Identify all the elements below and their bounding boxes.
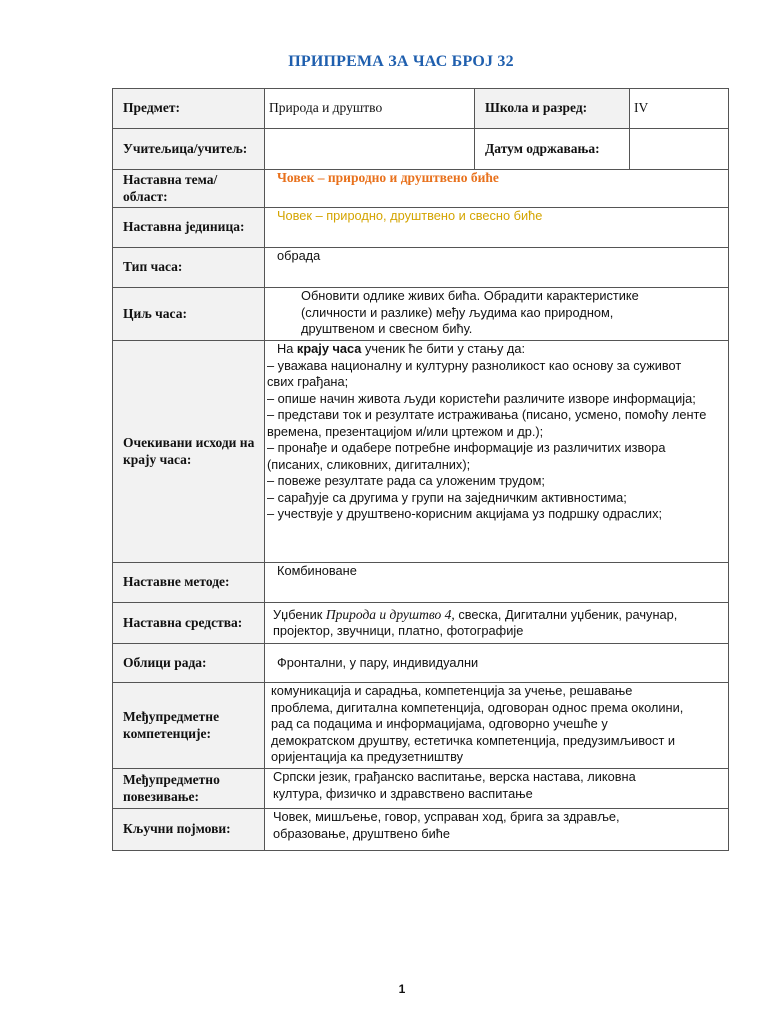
topic-label: Наставна тема/област: <box>113 170 265 208</box>
teacher-value <box>265 129 475 170</box>
correlation-label: Међупредметно повезивање: <box>113 769 265 809</box>
row-key-terms <box>113 809 729 851</box>
row-teacher <box>113 129 729 170</box>
page-title: ПРИПРЕМА ЗА ЧАС БРОЈ 32 <box>288 53 514 70</box>
row-outcomes <box>113 341 729 563</box>
row-correlation <box>113 769 729 809</box>
key-terms-value: Човек, мишљење, говор, усправан ход, брига за здравље, образовање, друштвено биће <box>265 809 729 851</box>
work-forms-value: Фронтални, у пару, индивидуални <box>265 644 729 683</box>
topic-value: Човек – природно и друштвено биће <box>265 170 729 208</box>
work-forms-label: Облици рада: <box>113 644 265 683</box>
competences-value: комуникација и сарадња, компетенција за учење, решавање проблема, дигитална компетенција, одговоран однос према околини, рад са подацима и информацијама, одговорно учешће у демократском друштву, естетичка компетенција, предузимљивост и оријентација ка предузетништву <box>265 683 729 769</box>
outcome-item: – уважава националну и културну разноликост као основу за суживот свих грађана; <box>267 357 682 389</box>
subject-value: Природа и друштво <box>265 89 475 129</box>
row-methods <box>113 563 729 603</box>
outcomes-value <box>265 341 729 563</box>
school-value: IV <box>630 89 729 129</box>
teacher-label: Учитељица/учитељ: <box>113 129 265 170</box>
unit-value: Човек – природно, друштвено и свесно биће <box>265 208 729 248</box>
subject-label: Предмет: <box>113 89 265 129</box>
lesson-type-value: обрада <box>265 248 729 288</box>
date-label: Датум одржавања: <box>475 129 630 170</box>
row-competences <box>113 683 729 769</box>
outcome-item: – представи ток и резултате истраживања (писано, усмено, помоћу ленте времена, презентацијом и/или цртежом и др.); <box>267 407 707 439</box>
outcome-item: – пронађе и одабере потребне информације из различитих извора (писаних, сликовних, дигиталних); <box>267 440 666 472</box>
correlation-value: Српски језик, грађанско васпитање, верска настава, ликовна култура, физичко и здравствено васпитање <box>265 769 729 809</box>
goal-value: Обновити одлике живих бића. Обрадити карактеристике (сличности и разлике) међу људима као природном, друштвеном и свесном бићу. <box>265 288 729 341</box>
row-subject <box>113 89 729 129</box>
outcomes-intro: На крају часа ученик ће бити у стању да: <box>277 341 526 356</box>
goal-label: Циљ часа: <box>113 288 265 341</box>
outcomes-label: Очекивани исходи на крају часа: <box>113 341 265 563</box>
row-unit <box>113 208 729 248</box>
date-value <box>630 129 729 170</box>
key-terms-label: Кључни појмови: <box>113 809 265 851</box>
methods-label: Наставне методе: <box>113 563 265 603</box>
materials-label: Наставна средства: <box>113 603 265 644</box>
page-number: 1 <box>398 982 406 996</box>
row-goal <box>113 288 729 341</box>
lesson-plan-table <box>112 88 729 851</box>
methods-value: Комбиноване <box>265 563 729 603</box>
row-materials <box>113 603 729 644</box>
competences-label: Међупредметне компетенције: <box>113 683 265 769</box>
outcome-item: – повеже резултате рада са уложеним трудом; <box>267 473 545 488</box>
outcome-item: – сарађује са другима у групи на заједничким активностима; <box>267 489 627 505</box>
materials-value: Уџбеник Природа и друштво 4, свеска, Дигитални уџбеник, рачунар, пројектор, звучници, платно, фотографије <box>265 603 729 644</box>
outcome-item: – учествује у друштвено-корисним акцијама уз подршку одраслих; <box>267 506 663 521</box>
row-topic <box>113 170 729 208</box>
outcome-item: – опише начин живота људи користећи различите изворе информација; <box>267 390 696 406</box>
row-lesson-type <box>113 248 729 288</box>
unit-label: Наставна јединица: <box>113 208 265 248</box>
lesson-type-label: Тип часа: <box>113 248 265 288</box>
row-work-forms <box>113 644 729 683</box>
school-label: Школа и разред: <box>475 89 630 129</box>
